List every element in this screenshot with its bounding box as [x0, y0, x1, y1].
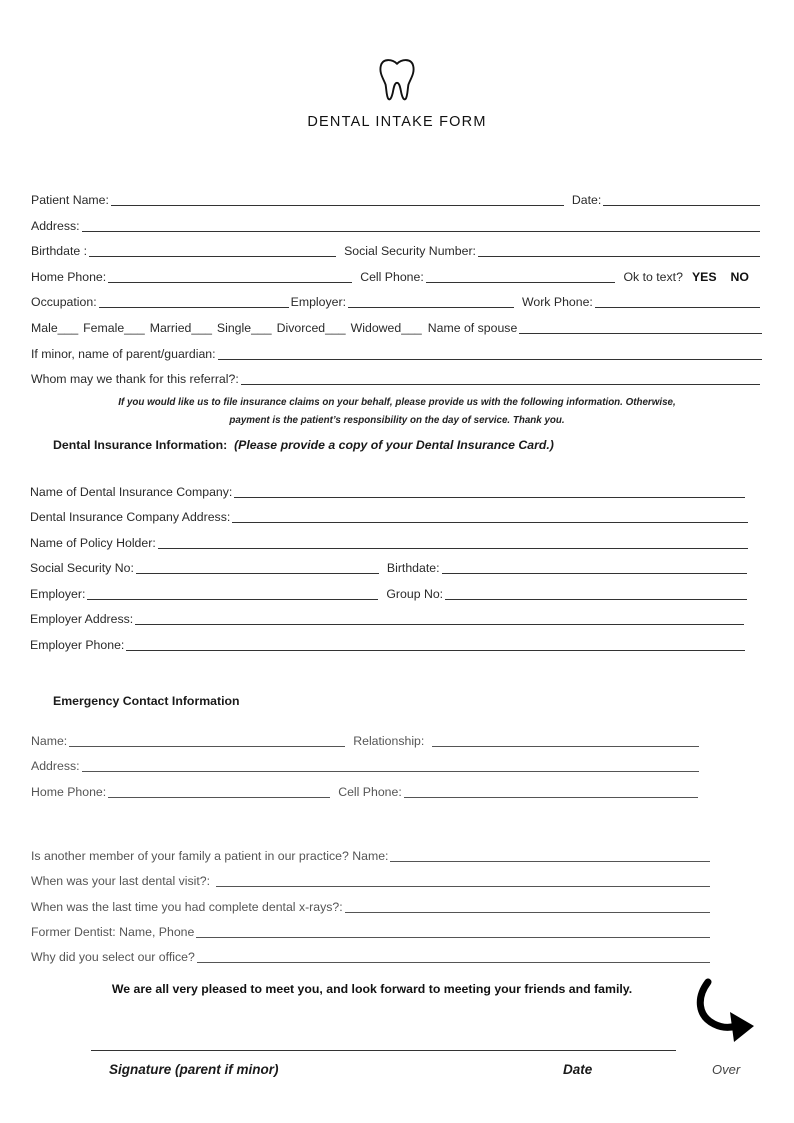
address-label: Address:: [31, 219, 80, 233]
guardian-label: If minor, name of parent/guardian:: [31, 347, 216, 361]
insurance-note-line-2: payment is the patient’s responsibility on the day of service. Thank you.: [229, 415, 565, 426]
emergency-home-phone-field[interactable]: [108, 786, 330, 798]
tooth-icon: [378, 56, 416, 102]
why-office-row: [31, 948, 712, 964]
family-patient-field[interactable]: [390, 850, 710, 862]
last-visit-field[interactable]: [216, 875, 710, 887]
emergency-name-field[interactable]: [69, 735, 345, 747]
emergency-address-label: Address:: [31, 759, 80, 773]
ssn-label: Social Security Number:: [344, 244, 476, 258]
emergency-cell-phone-label: Cell Phone:: [338, 785, 402, 799]
over-label: Over: [712, 1062, 741, 1077]
signature-line[interactable]: [91, 1050, 676, 1051]
cell-phone-label: Cell Phone:: [360, 270, 424, 284]
text-yes-option[interactable]: YES: [691, 270, 717, 284]
insurance-address-row: [30, 508, 750, 524]
emergency-home-phone-label: Home Phone:: [31, 785, 107, 799]
marital-status-row: [31, 319, 764, 335]
ok-to-text-label: Ok to text?: [623, 270, 683, 284]
date-label: Date:: [571, 193, 602, 207]
guardian-field[interactable]: [218, 348, 762, 360]
occupation-row: [31, 293, 762, 309]
insurance-address-field[interactable]: [232, 511, 748, 523]
insurance-ssn-field[interactable]: [136, 562, 379, 574]
family-patient-label: Is another member of your family a patient in our practice? Name:: [31, 849, 389, 863]
insurance-ssn-label: Social Security No:: [30, 561, 134, 575]
status-male[interactable]: Male___: [31, 321, 79, 335]
curved-arrow-icon: [690, 978, 760, 1050]
relationship-label: Relationship:: [353, 734, 425, 748]
xrays-field[interactable]: [345, 901, 710, 913]
occupation-field[interactable]: [99, 296, 289, 308]
insurance-employer-field[interactable]: [87, 588, 378, 600]
insurance-company-field[interactable]: [234, 486, 745, 498]
emergency-address-row: [31, 757, 701, 773]
birthdate-row: [31, 242, 762, 258]
text-no-option[interactable]: NO: [730, 270, 749, 284]
spouse-label: Name of spouse: [427, 321, 518, 335]
minor-row: [31, 345, 764, 361]
work-phone-label: Work Phone:: [521, 295, 593, 309]
address-row: [31, 217, 762, 233]
insurance-employer-row: [30, 585, 749, 601]
birthdate-label: Birthdate :: [31, 244, 88, 258]
insurance-note-line-1: If you would like us to file insurance claims on your behalf, please provide us with the following information. Otherwise,: [118, 397, 676, 408]
emergency-heading: Emergency Contact Information: [53, 694, 240, 708]
why-office-label: Why did you select our office?: [31, 950, 195, 964]
closing-message: We are all very pleased to meet you, and look forward to meeting your friends and family.: [111, 982, 633, 996]
insurance-ssn-row: [30, 559, 749, 575]
insurance-company-row: [30, 483, 747, 499]
group-number-label: Group No:: [386, 587, 444, 601]
referral-row: [31, 370, 762, 386]
group-number-field[interactable]: [445, 588, 747, 600]
home-phone-label: Home Phone:: [31, 270, 107, 284]
status-female[interactable]: Female___: [83, 321, 145, 335]
cell-phone-field[interactable]: [426, 271, 616, 283]
xrays-row: [31, 898, 712, 914]
emergency-address-field[interactable]: [82, 760, 699, 772]
occupation-label: Occupation:: [31, 295, 97, 309]
status-divorced[interactable]: Divorced___: [276, 321, 346, 335]
referral-label: Whom may we thank for this referral?:: [31, 372, 239, 386]
phone-row: [31, 268, 749, 284]
emergency-name-row: [31, 732, 701, 748]
employer-address-row: [30, 610, 746, 626]
spouse-field[interactable]: [519, 322, 762, 334]
signature-label: Signature (parent if minor): [109, 1062, 279, 1077]
employer-phone-label: Employer Phone:: [30, 638, 125, 652]
former-dentist-field[interactable]: [196, 926, 710, 938]
status-married[interactable]: Married___: [149, 321, 212, 335]
former-dentist-label: Former Dentist: Name, Phone: [31, 925, 195, 939]
policy-holder-row: [30, 534, 750, 550]
employer-address-label: Employer Address:: [30, 612, 134, 626]
insurance-address-label: Dental Insurance Company Address:: [30, 510, 231, 524]
family-patient-row: [31, 847, 712, 863]
insurance-heading: [53, 438, 554, 452]
form-title: DENTAL INTAKE FORM: [307, 114, 487, 130]
policy-holder-field[interactable]: [158, 537, 748, 549]
referral-field[interactable]: [241, 373, 760, 385]
employer-phone-field[interactable]: [126, 639, 745, 651]
patient-name-field[interactable]: [111, 194, 564, 206]
policy-holder-label: Name of Policy Holder:: [30, 536, 156, 550]
employer-phone-row: [30, 636, 747, 652]
insurance-heading-note: (Please provide a copy of your Dental Insurance Card.): [234, 438, 554, 452]
emergency-name-label: Name:: [31, 734, 68, 748]
insurance-birthdate-field[interactable]: [442, 562, 747, 574]
insurance-company-label: Name of Dental Insurance Company:: [30, 485, 233, 499]
emergency-cell-phone-field[interactable]: [404, 786, 698, 798]
employer-field[interactable]: [348, 296, 514, 308]
xrays-label: When was the last time you had complete dental x-rays?:: [31, 900, 343, 914]
insurance-birthdate-label: Birthdate:: [386, 561, 440, 575]
patient-name-row: [31, 191, 762, 207]
ssn-field[interactable]: [478, 245, 760, 257]
home-phone-field[interactable]: [108, 271, 352, 283]
last-visit-label: When was your last dental visit?:: [31, 874, 211, 888]
employer-label: Employer:: [290, 295, 346, 309]
date-field[interactable]: [603, 194, 760, 206]
last-visit-row: [31, 872, 712, 888]
address-field[interactable]: [82, 220, 760, 232]
former-dentist-row: [31, 923, 712, 939]
patient-name-label: Patient Name:: [31, 193, 109, 207]
birthdate-field[interactable]: [89, 245, 336, 257]
status-widowed[interactable]: Widowed___: [350, 321, 422, 335]
relationship-field[interactable]: [432, 735, 699, 747]
insurance-employer-label: Employer:: [30, 587, 86, 601]
employer-address-field[interactable]: [135, 613, 744, 625]
work-phone-field[interactable]: [595, 296, 760, 308]
signature-date-label: Date: [563, 1062, 593, 1077]
emergency-phone-row: [31, 783, 700, 799]
status-single[interactable]: Single___: [216, 321, 272, 335]
why-office-field[interactable]: [197, 951, 710, 963]
insurance-heading-text: Dental Insurance Information:: [53, 438, 228, 452]
